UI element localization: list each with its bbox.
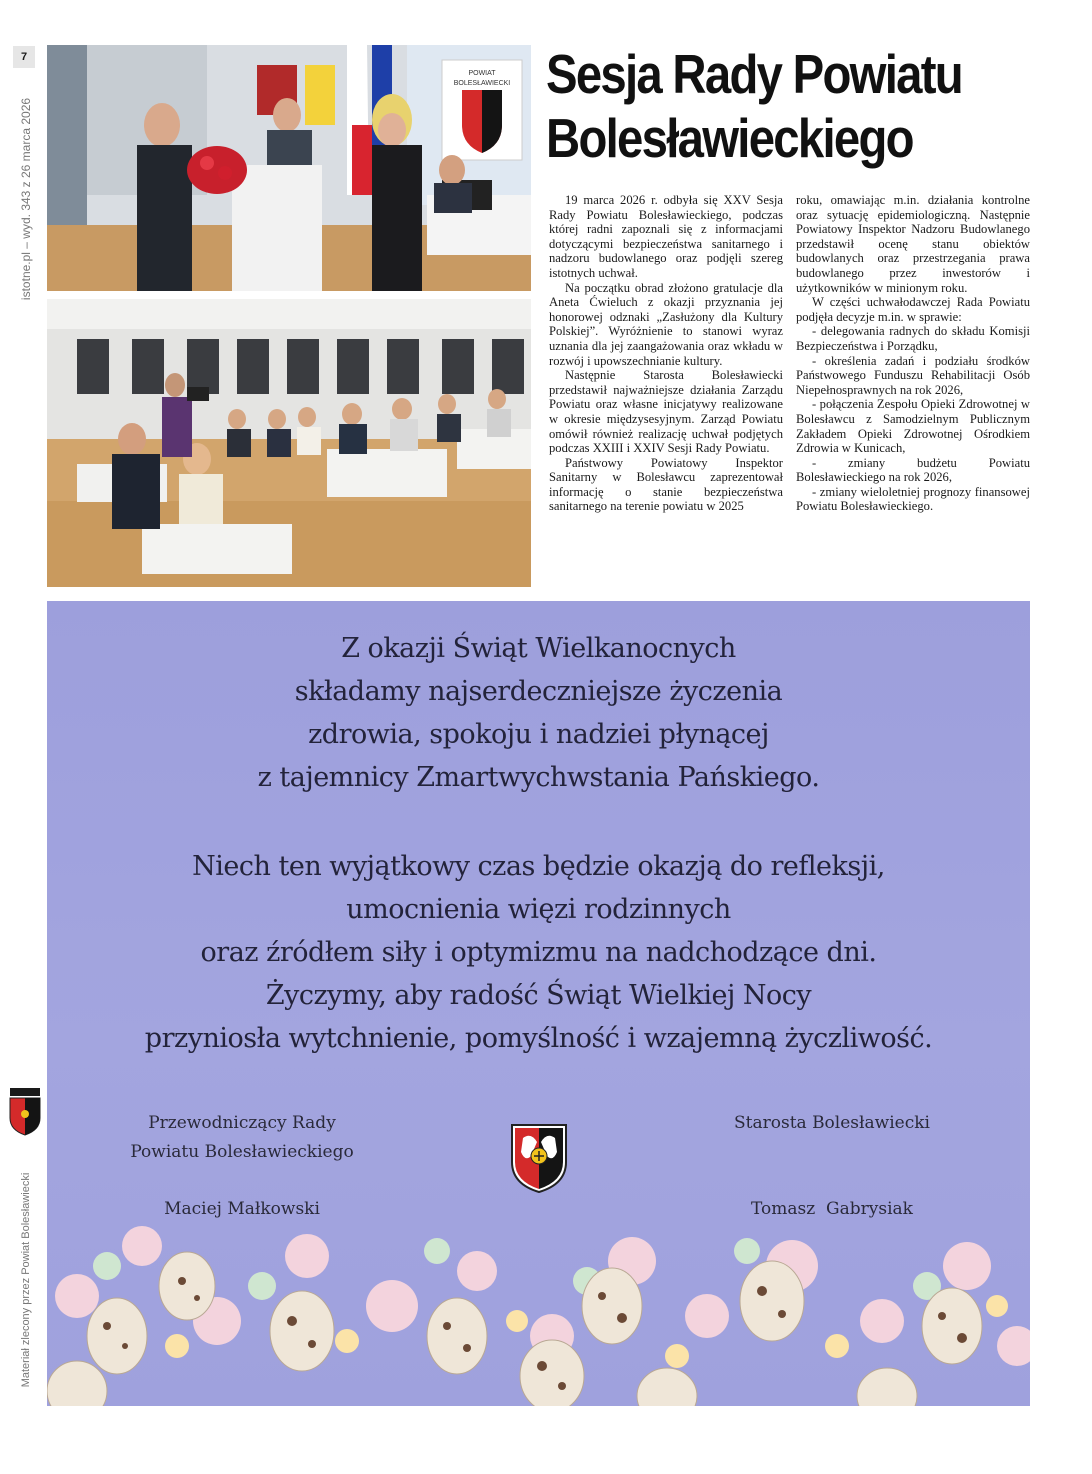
signature-title-line: Przewodniczący Rady (148, 1113, 336, 1133)
sponsor-sidebar (14, 1150, 38, 1410)
article-paragraph: Następnie Starosta Bolesławiecki przedstawił najważniejsze działania Zarządu Powiatu oraz własne inicjatywy realizowane w okresie międzysesyjnym. Zarząd Powiatu omówił również realizację uchwał podjętych podczas XXIII i XXIV Sesji Rady Powiatu. (549, 368, 783, 456)
session-hall-photo (47, 299, 531, 587)
edition-sidebar (14, 74, 38, 324)
session-congratulations-photo (47, 45, 531, 291)
starost-title: Starosta Bolesławiecki (734, 1113, 930, 1133)
article-column-1 (549, 193, 783, 514)
county-crest-icon (509, 1122, 569, 1194)
article-paragraph: W części uchwałodawczej Rada Powiatu podjęła decyzje m.in. w sprawie: (796, 295, 1030, 324)
article-title (546, 42, 962, 170)
page-number: 7 (13, 46, 35, 68)
greeting-line: umocnienia więzi rodzinnych (346, 894, 731, 925)
sponsor-text: Materiał zlecony przez Powiat Bolesławiecki (20, 1172, 32, 1388)
edition-text: istotne.pl – wyd. 343 z 26 marca 2026 (19, 97, 33, 301)
article-paragraph: 19 marca 2026 r. odbyła się XXV Sesja Rady Powiatu Bolesławieckiego, podczas której radni zapoznali się z informacjami dotyczącymi bezpieczeństwa sanitarnego i nadzoru budowlanego oraz podjęli szereg istotnych uchwał. (549, 193, 783, 280)
article-paragraph: Państwowy Powiatowy Inspektor Sanitarny w Bolesławcu zaprezentował informację o stanie bezpieczeństwa sanitarnego na terenie powiatu w 2025 (549, 455, 783, 514)
easter-eggs-flowers-decoration (47, 1226, 1030, 1406)
starost-name: Tomasz Gabrysiak (751, 1199, 913, 1219)
greeting-line: zdrowia, spokoju i nadziei płynącej (308, 719, 769, 750)
greeting-line: z tajemnicy Zmartwychwstania Pańskiego. (257, 762, 820, 793)
county-crest-small-icon (8, 1088, 42, 1136)
signature-title-line: Powiatu Bolesławieckiego (130, 1142, 354, 1162)
photo-sign-line2: BOLESŁAWIECKI (453, 80, 511, 87)
greeting-block-1 (47, 627, 1030, 799)
council-chair-name: Maciej Małkowski (164, 1199, 320, 1219)
greeting-line: oraz źródłem siły i optymizmu na nadchodzące dni. (200, 937, 877, 968)
resolution-item: - zmiany wieloletniej prognozy finansowej Powiatu Bolesławieckiego. (796, 484, 1030, 514)
article-title-line2: Bolesławieckiego (546, 107, 913, 169)
resolution-item: - zmiany budżetu Powiatu Bolesławieckiego na rok 2026, (796, 455, 1030, 485)
resolution-item: - delegowania radnych do składu Komisji Bezpieczeństwa i Porządku, (796, 324, 1030, 353)
resolution-item: - połączenia Zespołu Opieki Zdrowotnej w Bolesławcu z Samodzielnym Publicznym Zakładem Opieki Zdrowotnej Ośrodkiem Zdrowia w Kunicach, (796, 397, 1030, 456)
article-paragraph: Na początku obrad złożono gratulacje dla Aneta Ćwieluch z okazji przyznania jej honorowej odznaki „Zasłużony dla Kultury Polskiej”. Wyróżnienie to stanowi wyraz uznania dla jej zaangażowania oraz wkładu w rozwój i upowszechnianie kultury. (549, 280, 783, 368)
article-paragraph: roku, omawiając m.in. działania kontrolne oraz sytuację epidemiologiczną. Następnie Powiatowy Inspektor Nadzoru Budowlanego przedstawił ocenę stanu obiektów budowlanych oraz przestrzegania prawa budowlanego przez inwestorów i użytkowników w minionym roku. (796, 193, 1030, 295)
easter-greeting-banner (47, 601, 1030, 1406)
photo-sign-line1: POWIAT (468, 70, 496, 77)
article-title-line1: Sesja Rady Powiatu (546, 43, 962, 105)
resolution-item: - określenia zadań i podziału środków Państwowego Funduszu Rehabilitacji Osób Niepełnosprawnych na rok 2026, (796, 353, 1030, 397)
greeting-line: Życzymy, aby radość Świąt Wielkiej Nocy (265, 980, 812, 1011)
article-column-2 (796, 193, 1030, 514)
greeting-block-2 (47, 845, 1030, 1060)
greeting-line: składamy najserdeczniejsze życzenia (294, 676, 783, 707)
greeting-line: Z okazji Świąt Wielkanocnych (341, 633, 736, 664)
greeting-line: Niech ten wyjątkowy czas będzie okazją do refleksji, (192, 851, 885, 882)
greeting-line: przyniosła wytchnienie, pomyślność i wzajemną życzliwość. (144, 1023, 933, 1054)
council-chair-title (117, 1109, 367, 1167)
